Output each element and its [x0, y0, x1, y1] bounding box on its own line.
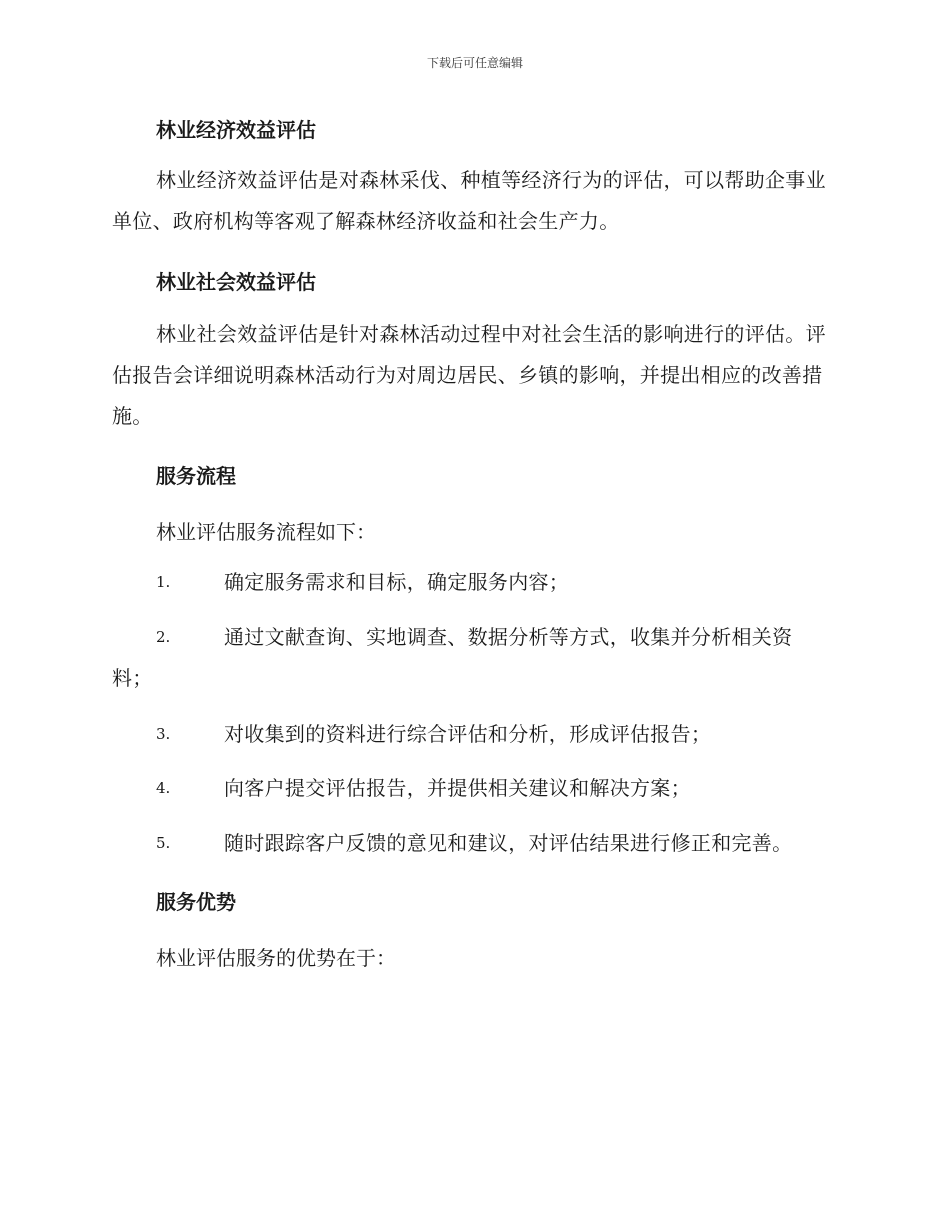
list-item: [112, 823, 832, 864]
list-item-number: 5.: [156, 834, 171, 852]
list-item-text: 通过文献查询、实地调查、数据分析等方式，收集并分析相关资料；: [112, 625, 793, 690]
list-item-number: 3.: [156, 725, 171, 743]
heading-economic-evaluation: 林业经济效益评估: [156, 118, 316, 142]
paragraph-social-evaluation: 林业社会效益评估是针对森林活动过程中对社会生活的影响进行的评估。评估报告会详细说明森林活动行为对周边居民、乡镇的影响，并提出相应的改善措施。: [112, 322, 826, 428]
list-item-number: 1.: [156, 573, 171, 591]
list-item-text: 向客户提交评估报告，并提供相关建议和解决方案；: [224, 776, 691, 800]
list-item-text: 随时跟踪客户反馈的意见和建议，对评估结果进行修正和完善。: [224, 831, 793, 855]
list-item: [112, 617, 832, 699]
paragraph-economic-evaluation: 林业经济效益评估是对森林采伐、种植等经济行为的评估，可以帮助企事业单位、政府机构等客观了解森林经济收益和社会生产力。: [112, 168, 826, 233]
heading-service-advantages: 服务优势: [156, 890, 236, 914]
list-item-text: 对收集到的资料进行综合评估和分析，形成评估报告；: [224, 722, 712, 746]
list-item-text: 确定服务需求和目标，确定服务内容；: [224, 570, 570, 594]
heading-service-process: 服务流程: [156, 464, 236, 488]
list-item-number: 2.: [156, 628, 171, 646]
process-intro: 林业评估服务流程如下：: [156, 520, 376, 544]
list-item: [112, 562, 832, 603]
list-item: [112, 714, 832, 755]
list-item-number: 4.: [156, 779, 171, 797]
heading-social-evaluation: 林业社会效益评估: [156, 270, 316, 294]
advantages-intro: 林业评估服务的优势在于：: [156, 946, 396, 970]
page-header-note: 下载后可任意编辑: [426, 56, 523, 70]
list-item: [112, 768, 832, 809]
